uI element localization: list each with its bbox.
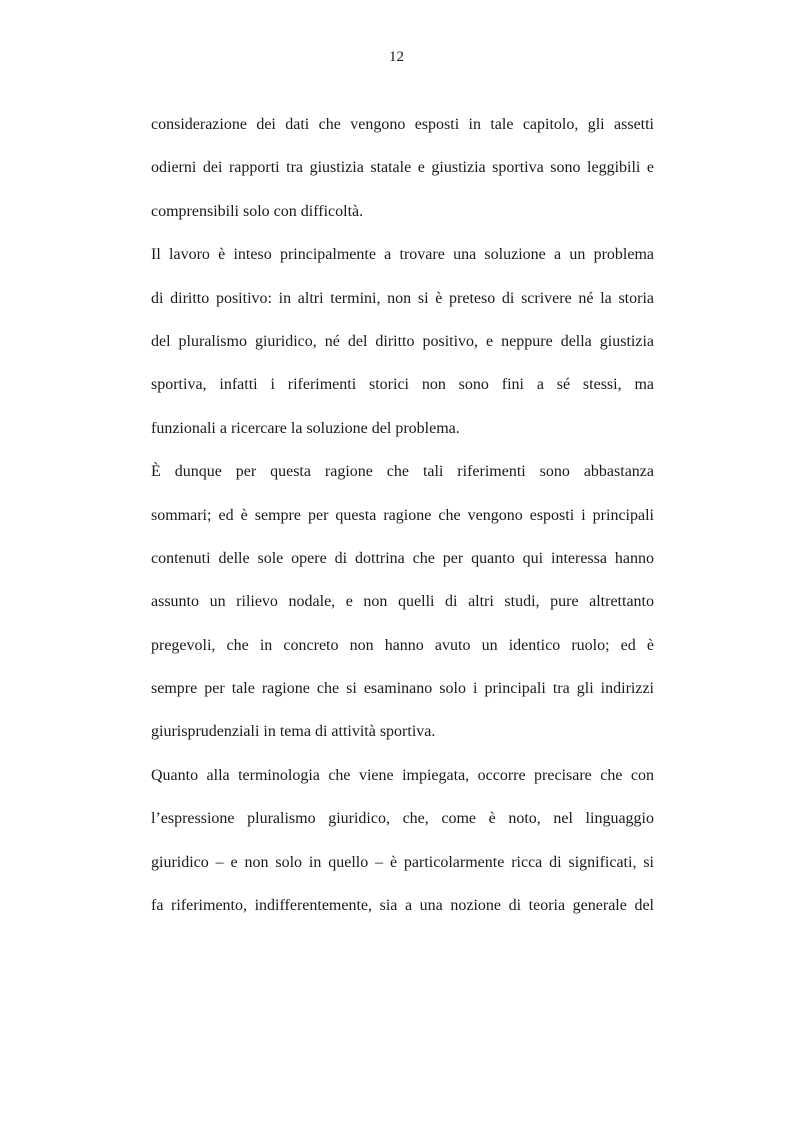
text-line: È dunque per questa ragione che tali riferimenti sono abbastanza — [151, 463, 654, 481]
text-line: odierni dei rapporti tra giustizia statale e giustizia sportiva sono leggibili e — [151, 159, 654, 177]
text-line: sempre per tale ragione che si esaminano solo i principali tra gli indirizzi — [151, 680, 654, 698]
text-line: di diritto positivo: in altri termini, non si è preteso di scrivere né la storia — [151, 289, 654, 307]
text-line: sommari; ed è sempre per questa ragione che vengono esposti i principali — [151, 506, 654, 524]
text-line: Il lavoro è inteso principalmente a trovare una soluzione a un problema — [151, 246, 654, 264]
text-line: assunto un rilievo nodale, e non quelli di altri studi, pure altrettanto — [151, 593, 654, 611]
text-line: funzionali a ricercare la soluzione del problema. — [151, 419, 460, 437]
text-line: comprensibili solo con difficoltà. — [151, 202, 364, 220]
body-text — [151, 110, 654, 934]
text-line: Quanto alla terminologia che viene impiegata, occorre precisare che con — [151, 766, 654, 784]
text-line: considerazione dei dati che vengono esposti in tale capitolo, gli assetti — [151, 116, 654, 133]
text-line: sportiva, infatti i riferimenti storici non sono fini a sé stessi, ma — [151, 376, 654, 394]
page-number: 12 — [389, 49, 404, 65]
text-line: pregevoli, che in concreto non hanno avuto un identico ruolo; ed è — [151, 636, 654, 654]
text-line: del pluralismo giuridico, né del diritto positivo, e neppure della giustizia — [151, 332, 654, 350]
text-line: giurisprudenziali in tema di attività sportiva. — [151, 723, 436, 741]
text-line: contenuti delle sole opere di dottrina che per quanto qui interessa hanno — [151, 549, 654, 567]
text-line: fa riferimento, indifferentemente, sia a una nozione di teoria generale del — [151, 897, 654, 915]
text-line: giuridico – e non solo in quello – è particolarmente ricca di significati, si — [151, 853, 654, 871]
text-line: l’espressione pluralismo giuridico, che, come è noto, nel linguaggio — [151, 810, 654, 828]
